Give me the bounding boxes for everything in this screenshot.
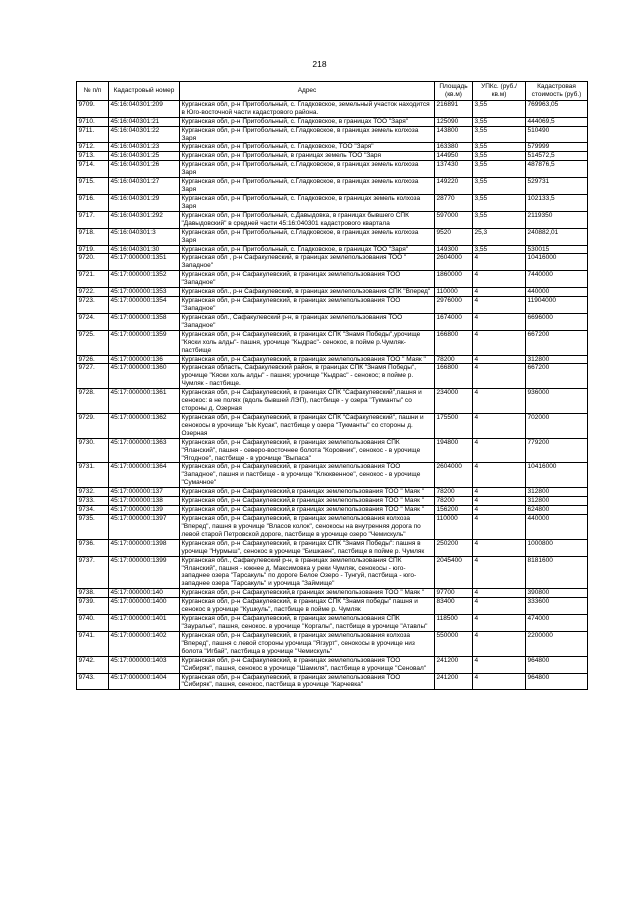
area-cell: 149220	[435, 178, 473, 195]
cadastral-number-cell: 45:16:040301:21	[109, 117, 180, 126]
cadastral-value-table	[76, 81, 588, 690]
cadastral-number-cell: 45:17:000000:140	[109, 589, 180, 598]
table-row	[77, 254, 588, 271]
cadastral-cost-cell: 11904000	[526, 297, 588, 314]
cadastral-cost-cell: 8181600	[526, 556, 588, 589]
header-unit-value: УПКс. (руб./кв.м)	[473, 82, 526, 101]
area-cell: 149300	[435, 245, 473, 254]
table-row	[77, 488, 588, 497]
area-cell: 78200	[435, 488, 473, 497]
unit-value-cell: 4	[473, 631, 526, 656]
row-index-cell: 9740.	[77, 615, 109, 632]
area-cell: 597000	[435, 211, 473, 228]
area-cell: 125090	[435, 117, 473, 126]
address-cell: Курганская обл, р-н Притобольный, с.Гладковское, в границах земель колхоза Заря	[180, 161, 435, 178]
area-cell: 194800	[435, 438, 473, 463]
cadastral-cost-cell: 312800	[526, 355, 588, 364]
cadastral-cost-cell: 487876,5	[526, 161, 588, 178]
table-row	[77, 556, 588, 589]
row-index-cell: 9715.	[77, 178, 109, 195]
row-index-cell: 9728.	[77, 389, 109, 414]
unit-value-cell: 4	[473, 556, 526, 589]
row-index-cell: 9712.	[77, 143, 109, 152]
row-index-cell: 9730.	[77, 438, 109, 463]
cadastral-number-cell: 45:16:040301:29	[109, 194, 180, 211]
row-index-cell: 9709.	[77, 100, 109, 117]
area-cell: 78200	[435, 355, 473, 364]
cadastral-number-cell: 45:17:000000:1354	[109, 297, 180, 314]
cadastral-number-cell: 45:16:040301:23	[109, 143, 180, 152]
address-cell: Курганская обл, р-н Сафакулевский, в границах землепользования ТОО "Западное"	[180, 297, 435, 314]
unit-value-cell: 4	[473, 497, 526, 506]
table-body	[77, 100, 588, 690]
cadastral-cost-cell: 6696000	[526, 313, 588, 330]
area-cell: 110000	[435, 288, 473, 297]
cadastral-number-cell: 45:17:000000:1353	[109, 288, 180, 297]
cadastral-number-cell: 45:16:040301:292	[109, 211, 180, 228]
cadastral-number-cell: 45:17:000000:1363	[109, 438, 180, 463]
unit-value-cell: 3,55	[473, 178, 526, 195]
row-index-cell: 9716.	[77, 194, 109, 211]
header-cadastral-number: Кадастровый номер	[109, 82, 180, 101]
table-row	[77, 330, 588, 355]
address-cell: Курганская обл, р-н Сафакулевский,в границах землепользования ТОО " Маяк "	[180, 497, 435, 506]
cadastral-number-cell: 45:17:000000:1359	[109, 330, 180, 355]
address-cell: Курганская обл, р-н Притобольный, с.Гладковское, в границах земель колхоза Заря	[180, 126, 435, 143]
area-cell: 156200	[435, 506, 473, 515]
unit-value-cell: 4	[473, 463, 526, 488]
table-row	[77, 143, 588, 152]
cadastral-cost-cell: 2119350	[526, 211, 588, 228]
unit-value-cell: 4	[473, 254, 526, 271]
row-index-cell: 9717.	[77, 211, 109, 228]
cadastral-cost-cell: 702000	[526, 413, 588, 438]
table-row	[77, 152, 588, 161]
row-index-cell: 9731.	[77, 463, 109, 488]
page-number: 218	[312, 59, 327, 69]
area-cell: 234000	[435, 389, 473, 414]
table-row	[77, 589, 588, 598]
table-row	[77, 288, 588, 297]
cadastral-cost-cell: 7440000	[526, 271, 588, 288]
area-cell: 216891	[435, 100, 473, 117]
cadastral-cost-cell: 312800	[526, 488, 588, 497]
header-cadastral-cost: Кадастровая стоимость (руб.)	[526, 82, 588, 101]
area-cell: 28770	[435, 194, 473, 211]
unit-value-cell: 4	[473, 413, 526, 438]
unit-value-cell: 4	[473, 656, 526, 673]
table-row	[77, 598, 588, 615]
table-row	[77, 355, 588, 364]
table-header	[77, 82, 588, 101]
table-row	[77, 364, 588, 389]
table-row	[77, 228, 588, 245]
unit-value-cell: 4	[473, 364, 526, 389]
area-cell: 110000	[435, 515, 473, 540]
unit-value-cell: 4	[473, 589, 526, 598]
table-row	[77, 673, 588, 690]
cadastral-number-cell: 45:17:000000:1358	[109, 313, 180, 330]
table-row	[77, 271, 588, 288]
cadastral-cost-cell: 667200	[526, 330, 588, 355]
address-cell: Курганская обл, р-н Притобольный, с. Гладковское, в границах земель колхоза Заря	[180, 194, 435, 211]
header-area: Площадь (кв.м)	[435, 82, 473, 101]
row-index-cell: 9713.	[77, 152, 109, 161]
row-index-cell: 9742.	[77, 656, 109, 673]
table-row	[77, 178, 588, 195]
cadastral-cost-cell: 474000	[526, 615, 588, 632]
cadastral-number-cell: 45:16:040301:27	[109, 178, 180, 195]
area-cell: 550000	[435, 631, 473, 656]
cadastral-cost-cell: 667200	[526, 364, 588, 389]
cadastral-cost-cell: 240882,01	[526, 228, 588, 245]
table-row	[77, 194, 588, 211]
unit-value-cell: 4	[473, 271, 526, 288]
area-cell: 118500	[435, 615, 473, 632]
address-cell: Курганская обл., Сафакулевский р-н, в границах землепользования СПК "Яланский", пашня - южнее д. Максимовка у реки Чумляк, сенокосы - юго-западнее озера "Тарсакуль" по дороге Белое Озеро - Тунгуй, пастбища - юго-западнее озера "Тарсакуль" и урочища "Займище"	[180, 556, 435, 589]
cadastral-number-cell: 45:17:000000:1401	[109, 615, 180, 632]
table-row	[77, 656, 588, 673]
area-cell: 83400	[435, 598, 473, 615]
table-row	[77, 438, 588, 463]
row-index-cell: 9724.	[77, 313, 109, 330]
cadastral-cost-cell: 2200000	[526, 631, 588, 656]
row-index-cell: 9719.	[77, 245, 109, 254]
area-cell: 9520	[435, 228, 473, 245]
address-cell: Курганская обл, р-н Сафакулевский,в границах землепользования ТОО " Маяк "	[180, 488, 435, 497]
table-row	[77, 126, 588, 143]
cadastral-number-cell: 45:17:000000:138	[109, 497, 180, 506]
unit-value-cell: 4	[473, 438, 526, 463]
area-cell: 1674000	[435, 313, 473, 330]
address-cell: Курганская обл., Сафакулевский р-н, в границах землепользования ТОО "Западное"	[180, 313, 435, 330]
row-index-cell: 9727.	[77, 364, 109, 389]
cadastral-number-cell: 45:17:000000:1361	[109, 389, 180, 414]
table-row	[77, 245, 588, 254]
address-cell: Курганская обл, р-н Сафакулевский, в границах землепользования СПК "Яланский", пашня - северо-восточнее болота "Коровник", сенокос - в урочище "Ягодное", пастбище - в урочище "Выпаса"	[180, 438, 435, 463]
cadastral-cost-cell: 333600	[526, 598, 588, 615]
row-index-cell: 9710.	[77, 117, 109, 126]
address-cell: Курганская область, Сафакулевский район, в границах СПК "Знамя Победы", урочище "Кяски холь алды" - пашня; урочище "Кыдрас" - сенокос; в пойме р. Чумляк - пастбище.	[180, 364, 435, 389]
address-cell: Курганская обл, р-н Сафакулевский, в границах землепользования колхоза "Вперед", пашня в урочище "Власов колок", сенокосы на внутренняя дорога по левой старой Петровской дороге, пастбище в урочище озеро "Чемискуль"	[180, 515, 435, 540]
cadastral-number-cell: 45:17:000000:1351	[109, 254, 180, 271]
row-index-cell: 9718.	[77, 228, 109, 245]
cadastral-number-cell: 45:16:040301:209	[109, 100, 180, 117]
address-cell: Курганская обл , р-н Сафакулевский, в границах землепользования ТОО " Западное"	[180, 254, 435, 271]
area-cell: 2976000	[435, 297, 473, 314]
table-row	[77, 506, 588, 515]
cadastral-number-cell: 45:17:000000:1402	[109, 631, 180, 656]
cadastral-cost-cell: 1000800	[526, 539, 588, 556]
area-cell: 250200	[435, 539, 473, 556]
row-index-cell: 9711.	[77, 126, 109, 143]
cadastral-number-cell: 45:16:040301:26	[109, 161, 180, 178]
unit-value-cell: 3,55	[473, 143, 526, 152]
area-cell: 78200	[435, 497, 473, 506]
cadastral-number-cell: 45:17:000000:1398	[109, 539, 180, 556]
area-cell: 143800	[435, 126, 473, 143]
table-row	[77, 100, 588, 117]
cadastral-cost-cell: 312800	[526, 497, 588, 506]
address-cell: Курганская обл, р-н Притобольный, с.Гладковское, в границах земель колхоза Заря	[180, 228, 435, 245]
address-cell: Курганская обл, р-н Сафакулевский, в границах землепользования ТОО "Сибиряк", пашня, сенокос в урочище "Шамиля", пастбище в урочище "Сеновал"	[180, 656, 435, 673]
row-index-cell: 9723.	[77, 297, 109, 314]
table-row	[77, 539, 588, 556]
address-cell: Курганская обл, р-н Притобольный, с. Гладковское, в границах ТОО "Заря"	[180, 117, 435, 126]
area-cell: 144950	[435, 152, 473, 161]
cadastral-cost-cell: 964800	[526, 656, 588, 673]
address-cell: Курганская обл, р-н Сафакулевский, в границах СПК "Сафакулевский", пашни и сенокосы в урочище "Ык Кусак", пастбище у озера "Тукманты" со стороны д. Озерная	[180, 413, 435, 438]
address-cell: Курганская обл, р-н Сафакулевский, в границах землепользования ТОО "Западное", пашня и пастбище - в урочище "Клюквенное", сенокос - в урочище "Сумачное"	[180, 463, 435, 488]
row-index-cell: 9714.	[77, 161, 109, 178]
unit-value-cell: 25,3	[473, 228, 526, 245]
row-index-cell: 9720.	[77, 254, 109, 271]
table-row	[77, 497, 588, 506]
table-row	[77, 631, 588, 656]
address-cell: Курганская обл, р-н Притобольный, с.Давыдовка, в границах бывшего СПК "Давыдовский" в средней части 45:16:040301 кадастрового квартала	[180, 211, 435, 228]
area-cell: 2045400	[435, 556, 473, 589]
row-index-cell: 9729.	[77, 413, 109, 438]
cadastral-number-cell: 45:17:000000:1362	[109, 413, 180, 438]
row-index-cell: 9741.	[77, 631, 109, 656]
unit-value-cell: 4	[473, 297, 526, 314]
address-cell: Курганская обл, р-н Сафакулевский, в границах СПК "Знамя победы" пашня и сенокос в урочище "Кушкуль", пастбище в пойме р. Чумляк	[180, 598, 435, 615]
row-index-cell: 9721.	[77, 271, 109, 288]
cadastral-cost-cell: 779200	[526, 438, 588, 463]
table-row	[77, 211, 588, 228]
cadastral-cost-cell: 390800	[526, 589, 588, 598]
cadastral-cost-cell: 769963,05	[526, 100, 588, 117]
area-cell: 175500	[435, 413, 473, 438]
cadastral-cost-cell: 510490	[526, 126, 588, 143]
cadastral-cost-cell: 10416000	[526, 463, 588, 488]
address-cell: Курганская обл, р-н Сафакулевский,в границах землепользования ТОО " Маяк "	[180, 506, 435, 515]
address-cell: Курганская обл, р-н Притобольный, с.Гладковское, в границах земель колхоза Заря	[180, 178, 435, 195]
row-index-cell: 9734.	[77, 506, 109, 515]
area-cell: 2604000	[435, 463, 473, 488]
unit-value-cell: 3,55	[473, 194, 526, 211]
unit-value-cell: 3,55	[473, 126, 526, 143]
cadastral-number-cell: 45:16:040301:22	[109, 126, 180, 143]
table-row	[77, 117, 588, 126]
area-cell: 241200	[435, 673, 473, 690]
unit-value-cell: 4	[473, 355, 526, 364]
header-index: № п/п	[77, 82, 109, 101]
row-index-cell: 9725.	[77, 330, 109, 355]
table-row	[77, 161, 588, 178]
unit-value-cell: 4	[473, 539, 526, 556]
cadastral-number-cell: 45:17:000000:136	[109, 355, 180, 364]
unit-value-cell: 4	[473, 506, 526, 515]
cadastral-number-cell: 45:17:000000:1403	[109, 656, 180, 673]
area-cell: 2604000	[435, 254, 473, 271]
cadastral-number-cell: 45:16:040301:25	[109, 152, 180, 161]
address-cell: Курганская обл, р-н Сафакулевский, в границах землепользования ТОО " Маяк "	[180, 355, 435, 364]
table-row	[77, 297, 588, 314]
row-index-cell: 9739.	[77, 598, 109, 615]
address-cell: Курганская обл, р-н Сафакулевский, в границах землепользования ТОО "Западное"	[180, 271, 435, 288]
table-row	[77, 615, 588, 632]
cadastral-cost-cell: 10416000	[526, 254, 588, 271]
area-cell: 97700	[435, 589, 473, 598]
unit-value-cell: 4	[473, 330, 526, 355]
area-cell: 166800	[435, 330, 473, 355]
unit-value-cell: 4	[473, 515, 526, 540]
unit-value-cell: 3,55	[473, 152, 526, 161]
header-address: Адрес	[180, 82, 435, 101]
cadastral-number-cell: 45:17:000000:1399	[109, 556, 180, 589]
address-cell: Курганская обл, р-н Притобольный, с. Гладковское, ТОО "Заря"	[180, 143, 435, 152]
address-cell: Курганская обл, р-н Сафакулевский, в границах землепользования ТОО "Сибиряк", пашня, сенокос, пастбища в урочище "Карчевка"	[180, 673, 435, 690]
unit-value-cell: 3,55	[473, 161, 526, 178]
address-cell: Курганская обл, р-н Притобольный, с. Гладковское, земельный участок находится в Юго-восточной части кадастрового района.	[180, 100, 435, 117]
cadastral-cost-cell: 102133,5	[526, 194, 588, 211]
area-cell: 241200	[435, 656, 473, 673]
row-index-cell: 9738.	[77, 589, 109, 598]
table-row	[77, 313, 588, 330]
cadastral-number-cell: 45:17:000000:1364	[109, 463, 180, 488]
unit-value-cell: 4	[473, 488, 526, 497]
unit-value-cell: 3,55	[473, 245, 526, 254]
cadastral-number-cell: 45:17:000000:1360	[109, 364, 180, 389]
area-cell: 1860000	[435, 271, 473, 288]
unit-value-cell: 4	[473, 615, 526, 632]
address-cell: Курганская обл, р-н Притобольный, с. Гладковское, в границах ТОО "Заря"	[180, 245, 435, 254]
cadastral-cost-cell: 440000	[526, 515, 588, 540]
row-index-cell: 9726.	[77, 355, 109, 364]
address-cell: Курганская обл, р-н Сафакулевский, в границах землепользования колхоза "Вперед", пашня с левой стороны урочища "Ягзурт", сенокосы в урочище низ болота "Игбай", пастбища в урочище "Чемискуль"	[180, 631, 435, 656]
cadastral-cost-cell: 936000	[526, 389, 588, 414]
unit-value-cell: 3,55	[473, 211, 526, 228]
unit-value-cell: 4	[473, 673, 526, 690]
row-index-cell: 9737.	[77, 556, 109, 589]
cadastral-number-cell: 45:16:040301:30	[109, 245, 180, 254]
cadastral-cost-cell: 529731	[526, 178, 588, 195]
cadastral-cost-cell: 514572,5	[526, 152, 588, 161]
cadastral-cost-cell: 530015	[526, 245, 588, 254]
cadastral-cost-cell: 964800	[526, 673, 588, 690]
cadastral-cost-cell: 440000	[526, 288, 588, 297]
row-index-cell: 9743.	[77, 673, 109, 690]
area-cell: 166800	[435, 364, 473, 389]
row-index-cell: 9732.	[77, 488, 109, 497]
unit-value-cell: 4	[473, 288, 526, 297]
address-cell: Курганская обл, р-н Притобольный, в границах земель ТОО "Заря	[180, 152, 435, 161]
address-cell: Курганская обл, р-н Сафакулевский, в границах землепользования СПК "Зауралье", пашня, сенокос. в урочище "Коргалы", пастбище в урочище "Атавлы"	[180, 615, 435, 632]
area-cell: 163380	[435, 143, 473, 152]
cadastral-number-cell: 45:17:000000:1404	[109, 673, 180, 690]
unit-value-cell: 4	[473, 598, 526, 615]
row-index-cell: 9722.	[77, 288, 109, 297]
unit-value-cell: 3,55	[473, 100, 526, 117]
cadastral-number-cell: 45:17:000000:1352	[109, 271, 180, 288]
row-index-cell: 9735.	[77, 515, 109, 540]
cadastral-number-cell: 45:17:000000:139	[109, 506, 180, 515]
address-cell: Курганская обл, р-н Сафакулевский, в границах СПК "Знамя Победы": пашня в урочище "Нурмыш", сенокос в урочище "Бишкаен", пастбище в пойме р. Чумляк	[180, 539, 435, 556]
address-cell: Курганская обл, р-н Сафакулевский, в границах СПК "Знамя Победы",урочище "Кяски холь алды"- пашня, урочище "Кыдрас"- сенокос, в пойме р.Чумляк- пастбище	[180, 330, 435, 355]
row-index-cell: 9736.	[77, 539, 109, 556]
address-cell: Курганская обл., р-н Сафакулевский, в границах землепользования СПК "Вперед"	[180, 288, 435, 297]
table-row	[77, 515, 588, 540]
table-row	[77, 463, 588, 488]
cadastral-cost-cell: 624800	[526, 506, 588, 515]
unit-value-cell: 4	[473, 313, 526, 330]
table-row	[77, 413, 588, 438]
address-cell: Курганская обл, р-н Сафакулевский,в границах землепользования ТОО " Маяк "	[180, 589, 435, 598]
address-cell: Курганская обл, р-н Сафакулевский, в границах СПК "Сафакулевский",пашня и сенокос: в не полях (вдоль бывшей ЛЭП), пастбище - у озера "Тукманты" со стороны д. Озерная	[180, 389, 435, 414]
unit-value-cell: 3,55	[473, 117, 526, 126]
area-cell: 137430	[435, 161, 473, 178]
unit-value-cell: 4	[473, 389, 526, 414]
header-row	[77, 82, 588, 101]
cadastral-cost-cell: 579999	[526, 143, 588, 152]
cadastral-number-cell: 45:17:000000:137	[109, 488, 180, 497]
cadastral-number-cell: 45:16:040301:3	[109, 228, 180, 245]
table-row	[77, 389, 588, 414]
row-index-cell: 9733.	[77, 497, 109, 506]
cadastral-number-cell: 45:17:000000:1400	[109, 598, 180, 615]
cadastral-cost-cell: 444069,5	[526, 117, 588, 126]
cadastral-number-cell: 45:17:000000:1397	[109, 515, 180, 540]
